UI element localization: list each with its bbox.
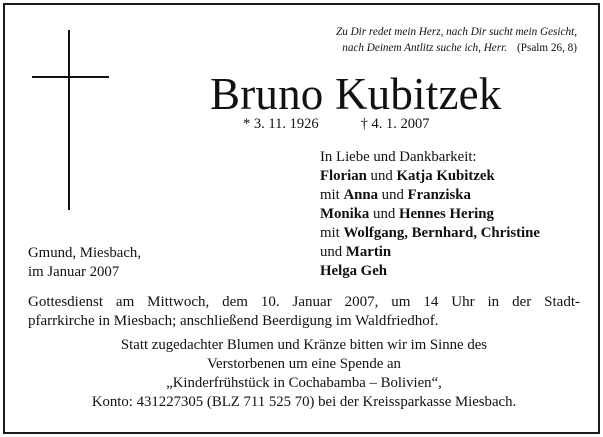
mourner-line: [320, 224, 540, 243]
verse-line-2: [247, 40, 577, 56]
mourner-name: Helga Geh: [320, 263, 387, 279]
service-line-1: Gottesdienst am Mittwoch, dem 10. Januar 2007, um 14 Uhr in der Stadt-: [28, 294, 580, 310]
mourner-connector: mit: [320, 187, 344, 203]
mourner-connector: mit: [320, 225, 344, 241]
birth-date: * 3. 11. 1926: [243, 116, 319, 132]
request-line-1: Statt zugedachter Blumen und Kränze bitten wir im Sinne des: [120, 337, 488, 353]
deceased-name: Bruno Kubitzek: [210, 69, 502, 119]
mourner-connector: und: [320, 244, 346, 260]
verse-line-2-text: nach Deinem Antlitz suche ich, Herr.: [342, 42, 508, 54]
mourner-name: Martin: [345, 244, 392, 260]
death-date: † 4. 1. 2007: [360, 116, 430, 132]
mourner-connector: und: [369, 206, 399, 222]
mourner-name: Florian: [320, 168, 367, 184]
psalm-verse: [247, 24, 577, 56]
mourner-name: Katja Kubitzek: [396, 168, 495, 184]
life-dates: [243, 115, 429, 133]
service-line-2: pfarrkirche in Miesbach; anschließend Beerdigung im Waldfriedhof.: [28, 313, 439, 329]
mourner-name: Franziska: [407, 187, 471, 203]
mourners-list: [320, 148, 540, 281]
mourner-lines: [320, 167, 540, 281]
request-line-3: „Kinderfrühstück in Cochabamba – Bolivien“,: [166, 375, 442, 391]
mourner-name: Monika: [320, 206, 370, 222]
mourner-name: Anna: [343, 187, 378, 203]
request-line-2: Verstorbenen um eine Spende an: [207, 356, 401, 372]
mourner-line: [320, 186, 540, 205]
mourners-intro: In Liebe und Dankbarkeit:: [320, 149, 477, 165]
donation-request: [28, 336, 580, 412]
mourner-name: Wolfgang, Bernhard, Christine: [343, 225, 540, 241]
place-location: Gmund, Miesbach,: [28, 245, 142, 261]
place-and-date: [28, 244, 141, 282]
mourner-line: [320, 205, 540, 224]
place-date: im Januar 2007: [28, 264, 120, 280]
mourner-line: [320, 262, 540, 281]
cross-icon-horizontal: [32, 76, 109, 78]
mourner-connector: und: [377, 187, 408, 203]
verse-reference: (Psalm 26, 8): [517, 42, 577, 54]
mourner-line: [320, 243, 540, 262]
mourner-name: Hennes Hering: [398, 206, 494, 222]
mourner-line: [320, 167, 540, 186]
verse-line-1: Zu Dir redet mein Herz, nach Dir sucht mein Gesicht,: [335, 26, 577, 38]
mourner-connector: und: [366, 168, 397, 184]
cross-icon-vertical: [68, 30, 70, 210]
request-line-4: Konto: 431227305 (BLZ 711 525 70) bei der Kreissparkasse Miesbach.: [91, 394, 517, 410]
funeral-service-info: [28, 293, 580, 331]
